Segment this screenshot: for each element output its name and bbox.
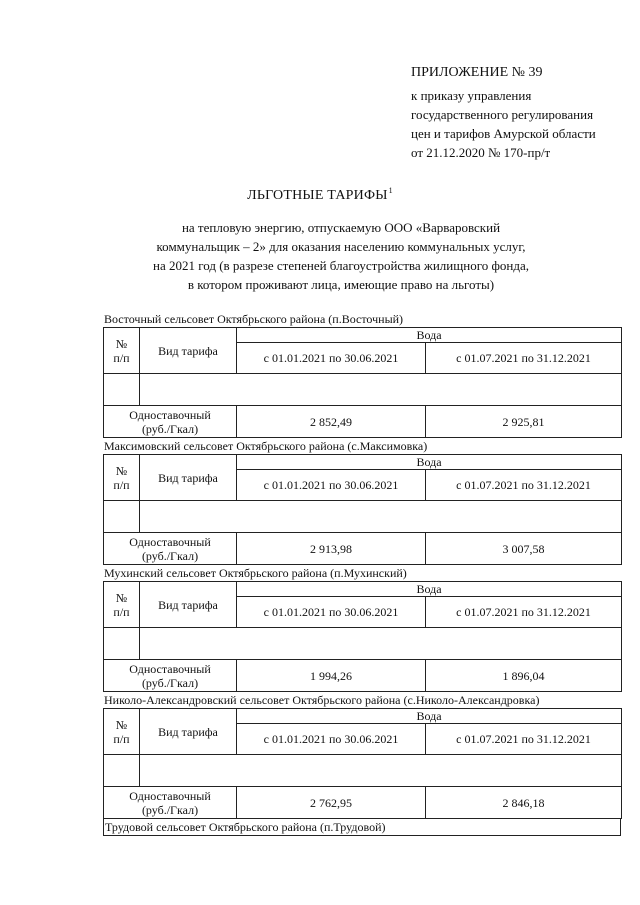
number-header-symbol: № xyxy=(115,463,128,478)
empty-row xyxy=(104,501,622,533)
subtitle-line: на 2021 год (в разрезе степеней благоустройства жилищного фонда, xyxy=(152,258,529,273)
period1-header: с 01.01.2021 по 30.06.2021 xyxy=(237,470,426,501)
number-header-symbol: № xyxy=(115,717,128,732)
rate-label-cell xyxy=(104,787,237,819)
empty-cell xyxy=(104,374,140,406)
number-header-abbr: п/п xyxy=(113,604,130,619)
water-header: Вода xyxy=(237,582,622,597)
rate-value-period1: 2 852,49 xyxy=(237,406,426,438)
empty-cell xyxy=(140,374,622,406)
empty-cell xyxy=(140,755,622,787)
subtitle-line: в котором проживают лица, имеющие право на льготы) xyxy=(187,277,495,292)
period2-header: с 01.07.2021 по 31.12.2021 xyxy=(426,343,622,374)
sections-container xyxy=(103,311,621,819)
period2-header: с 01.07.2021 по 31.12.2021 xyxy=(426,724,622,755)
appendix-title: ПРИЛОЖЕНИЕ № 39 xyxy=(411,65,543,80)
tariff-section xyxy=(103,565,621,692)
subtitle-line: на тепловую энергию, отпускаемую ООО «Варваровский xyxy=(181,220,501,235)
tariff-table xyxy=(103,708,622,819)
empty-cell xyxy=(104,755,140,787)
number-header-abbr: п/п xyxy=(113,477,130,492)
tariff-type-header: Вид тарифа xyxy=(140,328,237,374)
rate-label-line2: (руб./Гкал) xyxy=(141,548,199,563)
rate-label-cell xyxy=(104,660,237,692)
subtitle-line: коммунальщик – 2» для оказания населению коммунальных услуг, xyxy=(156,239,526,254)
number-header xyxy=(104,709,140,755)
last-section-title: Трудовой сельсовет Октябрьского района (п.Трудовой) xyxy=(103,819,621,836)
appendix-line: цен и тарифов Амурской области xyxy=(411,126,596,141)
empty-cell xyxy=(140,501,622,533)
tariff-table xyxy=(103,454,622,565)
tariff-sections xyxy=(103,311,621,836)
water-header: Вода xyxy=(237,455,622,470)
empty-cell xyxy=(104,628,140,660)
header-row xyxy=(104,709,622,724)
header-row xyxy=(104,328,622,343)
rate-label-line1: Одноставочный xyxy=(129,788,211,803)
number-header xyxy=(104,582,140,628)
rate-value-period2: 2 925,81 xyxy=(426,406,622,438)
period2-header: с 01.07.2021 по 31.12.2021 xyxy=(426,470,622,501)
number-header-abbr: п/п xyxy=(113,350,130,365)
rate-value-period2: 3 007,58 xyxy=(426,533,622,565)
rate-label-cell xyxy=(104,406,237,438)
empty-cell xyxy=(140,628,622,660)
header-row xyxy=(104,582,622,597)
tariff-table xyxy=(103,327,622,438)
water-header: Вода xyxy=(237,328,622,343)
number-header-symbol: № xyxy=(115,336,128,351)
empty-cell xyxy=(104,501,140,533)
rate-label-line2: (руб./Гкал) xyxy=(141,675,199,690)
rate-value-period1: 1 994,26 xyxy=(237,660,426,692)
rate-row xyxy=(104,660,622,692)
tariff-section xyxy=(103,438,621,565)
rate-label-line2: (руб./Гкал) xyxy=(141,421,199,436)
heading-footnote: 1 xyxy=(388,186,393,195)
document-subtitle xyxy=(110,218,572,294)
section-title: Восточный сельсовет Октябрьского района (п.Восточный) xyxy=(104,312,404,326)
section-title: Максимовский сельсовет Октябрьского района (с.Максимовка) xyxy=(104,439,428,453)
appendix-line: от 21.12.2020 № 170-пр/т xyxy=(411,145,551,160)
rate-value-period1: 2 913,98 xyxy=(237,533,426,565)
rate-label-line1: Одноставочный xyxy=(129,661,211,676)
rate-label-line1: Одноставочный xyxy=(129,534,211,549)
empty-row xyxy=(104,755,622,787)
rate-value-period1: 2 762,95 xyxy=(237,787,426,819)
number-header-abbr: п/п xyxy=(113,731,130,746)
rate-row xyxy=(104,406,622,438)
tariff-section xyxy=(103,311,621,438)
number-header-symbol: № xyxy=(115,590,128,605)
rate-value-period2: 1 896,04 xyxy=(426,660,622,692)
appendix-line: государственного регулирования xyxy=(411,107,594,122)
rate-row xyxy=(104,787,622,819)
heading-text: ЛЬГОТНЫЕ ТАРИФЫ xyxy=(247,188,388,203)
period1-header: с 01.01.2021 по 30.06.2021 xyxy=(237,597,426,628)
header-row xyxy=(104,455,622,470)
period1-header: с 01.01.2021 по 30.06.2021 xyxy=(237,724,426,755)
tariff-type-header: Вид тарифа xyxy=(140,709,237,755)
document-heading xyxy=(0,186,640,204)
appendix-block xyxy=(411,62,636,162)
rate-label-cell xyxy=(104,533,237,565)
water-header: Вода xyxy=(237,709,622,724)
rate-label-line2: (руб./Гкал) xyxy=(141,802,199,817)
tariff-table xyxy=(103,581,622,692)
rate-row xyxy=(104,533,622,565)
section-title: Мухинский сельсовет Октябрьского района (п.Мухинский) xyxy=(104,566,407,580)
period2-header: с 01.07.2021 по 31.12.2021 xyxy=(426,597,622,628)
rate-value-period2: 2 846,18 xyxy=(426,787,622,819)
rate-label-line1: Одноставочный xyxy=(129,407,211,422)
tariff-section xyxy=(103,692,621,819)
empty-row xyxy=(104,628,622,660)
period1-header: с 01.01.2021 по 30.06.2021 xyxy=(237,343,426,374)
tariff-type-header: Вид тарифа xyxy=(140,582,237,628)
section-title: Николо-Александровский сельсовет Октябрьского района (с.Николо-Александровка) xyxy=(104,693,540,707)
number-header xyxy=(104,328,140,374)
appendix-line: к приказу управления xyxy=(411,88,532,103)
tariff-type-header: Вид тарифа xyxy=(140,455,237,501)
number-header xyxy=(104,455,140,501)
empty-row xyxy=(104,374,622,406)
